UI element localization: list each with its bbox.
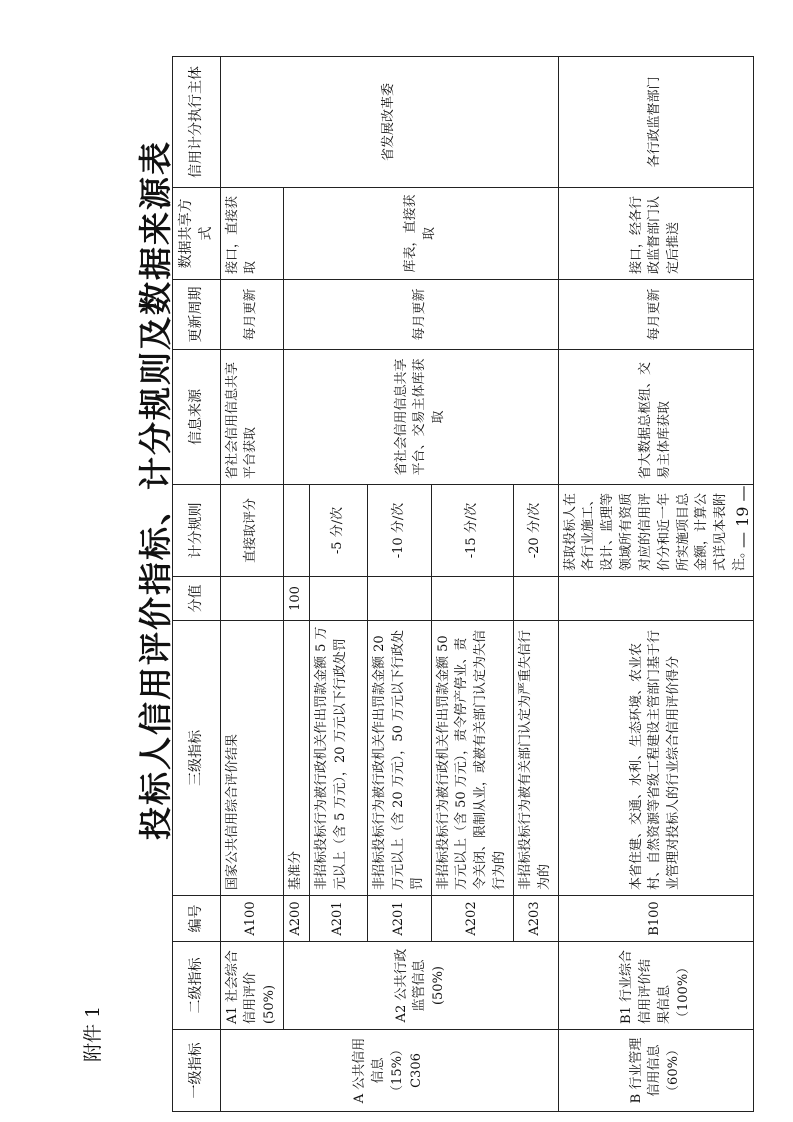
score-a200: 100 — [284, 577, 310, 621]
indicator-b100: 本省住建、交通、水利、生态环境、农业农村、自然资源等省级工程建设主管部门基于行业管理对投标人的行业综合信用评价得分 — [558, 621, 753, 896]
level1-a: A 公共信用信息（15%）C306 — [220, 1030, 558, 1112]
header-level2: 二级指标 — [173, 942, 221, 1030]
indicator-a201-first: 非招标投标行为被行政机关作出罚款金额 5 万元以上（含 5 万元），20 万元以下行政处罚 — [309, 621, 367, 896]
rule-a202: -15 分/次 — [431, 485, 513, 577]
header-level3: 三级指标 — [173, 621, 221, 896]
attachment-label: 附件 1 — [82, 1005, 104, 1062]
code-a202: A202 — [431, 896, 513, 942]
source-a100: 省社会信用信息共享平台获取 — [220, 350, 284, 485]
sharing-a100: 接口，直接获取 — [220, 188, 284, 280]
header-level1: 一级指标 — [173, 1030, 221, 1112]
source-b100: 省大数据总枢纽、交易主体库获取 — [558, 350, 753, 485]
table-row — [284, 57, 310, 1112]
cycle-a-shared: 每月更新 — [284, 280, 558, 350]
sharing-b100: 接口，经各行政监督部门认定后推送 — [558, 188, 753, 280]
executor-a: 省发展改革委 — [220, 57, 558, 188]
rule-a200 — [284, 485, 310, 577]
sharing-a-shared: 库表，直接获取 — [284, 188, 558, 280]
rule-a100: 直接取评分 — [220, 485, 284, 577]
indicator-table — [172, 56, 754, 1112]
header-rule: 计分规则 — [173, 485, 221, 577]
indicator-a202: 非招标投标行为被行政机关作出罚款金额 50 万元以上（含 50 万元），责令停产停业、责令关闭、限制从业，或被有关部门认定为失信行为的 — [431, 621, 513, 896]
code-b100: B100 — [558, 896, 753, 942]
score-a201-second — [367, 577, 431, 621]
cycle-a100: 每月更新 — [220, 280, 284, 350]
code-a100: A100 — [220, 896, 284, 942]
indicator-a100: 国家公共信用综合评价结果 — [220, 621, 284, 896]
executor-b: 各行政监督部门 — [558, 57, 753, 188]
code-a203: A203 — [513, 896, 558, 942]
level1-b: B 行业管理信用信息（60%） — [558, 1030, 753, 1112]
level2-a1: A1 社会综合信用评价(50%) — [220, 942, 284, 1030]
page-number: — 19 — — [733, 485, 752, 548]
score-a202 — [431, 577, 513, 621]
rule-b100: 获取投标人在各行业施工、设计、监理等领域所有资质对应的信用评价分和近一年所实施项目总金额，计算公式详见本表附注。 — [558, 485, 753, 577]
level2-b1: B1 行业综合信用评价结果信息（100%） — [558, 942, 753, 1030]
header-row — [173, 57, 221, 1112]
header-code: 编号 — [173, 896, 221, 942]
header-score: 分值 — [173, 577, 221, 621]
indicator-a203: 非招标投标行为被有关部门认定为严重失信行为的 — [513, 621, 558, 896]
header-sharing: 数据共享方式 — [173, 188, 221, 280]
rule-a201-second: -10 分/次 — [367, 485, 431, 577]
header-executor: 信用计分执行主体 — [173, 57, 221, 188]
code-a201-second: A201 — [367, 896, 431, 942]
header-source: 信息来源 — [173, 350, 221, 485]
indicator-a201-second: 非招标投标行为被行政机关作出罚款金额 20 万元以上（含 20 万元），50 万元以下行政处罚 — [367, 621, 431, 896]
score-a100 — [220, 577, 284, 621]
table-row — [220, 57, 284, 1112]
score-a201-first — [309, 577, 367, 621]
source-a-shared: 省社会信用信息共享平台、交易主体库获取 — [284, 350, 558, 485]
table-row — [558, 57, 753, 1112]
header-cycle: 更新周期 — [173, 280, 221, 350]
indicator-a200: 基准分 — [284, 621, 310, 896]
level2-a2: A2 公共行政监管信息(50%) — [284, 942, 558, 1030]
score-b100 — [558, 577, 753, 621]
cycle-b100: 每月更新 — [558, 280, 753, 350]
rule-a203: -20 分/次 — [513, 485, 558, 577]
page-title: 投标人信用评价指标、计分规则及数据来源表 — [136, 140, 175, 840]
code-a201-first: A201 — [309, 896, 367, 942]
code-a200: A200 — [284, 896, 310, 942]
score-a203 — [513, 577, 558, 621]
rule-a201-first: -5 分/次 — [309, 485, 367, 577]
